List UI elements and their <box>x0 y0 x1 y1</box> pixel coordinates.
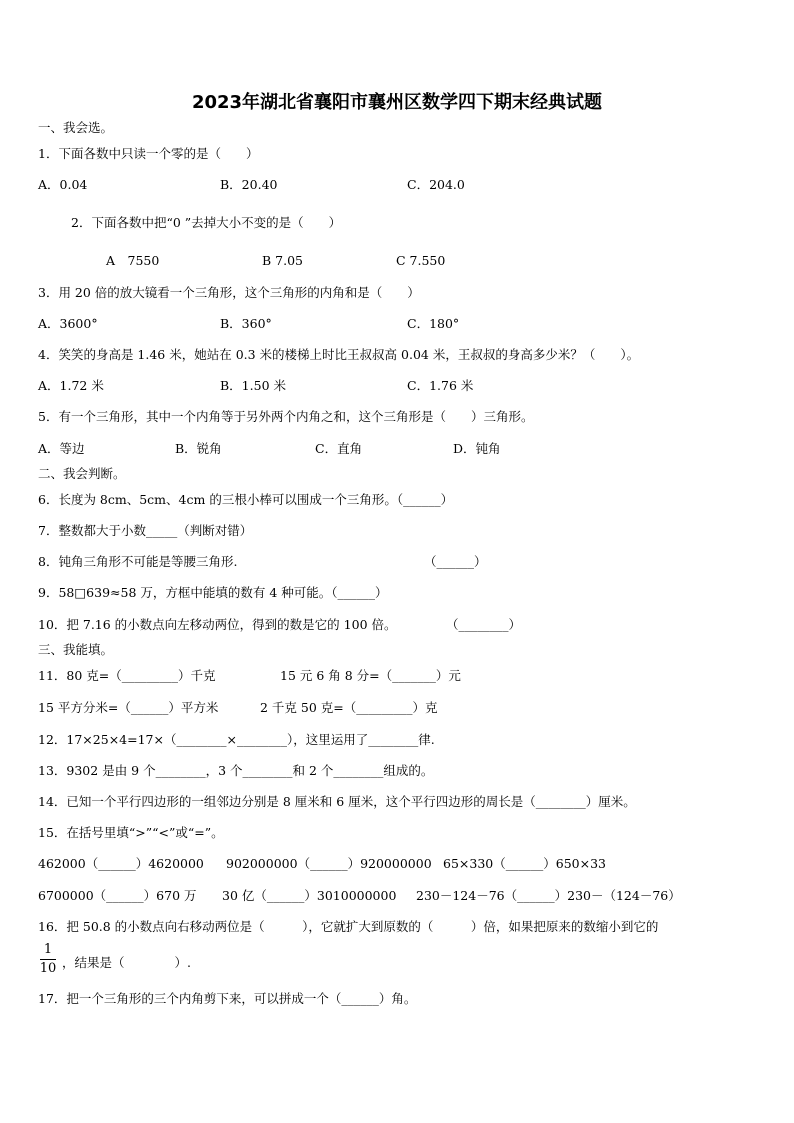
fraction-one-tenth <box>38 942 58 977</box>
q15-compare-4: 6700000（______）670 万 <box>38 888 197 903</box>
q3-option-b: B．360° <box>220 316 272 331</box>
question-4: 4．笑笑的身高是 1.46 米，她站在 0.3 米的楼梯上时比王叔叔高 0.04 米，王叔叔的身高多少米？（ ）。 <box>38 347 640 362</box>
q5-option-c: C．直角 <box>315 441 363 456</box>
q15-compare-2: 902000000（______）920000000 <box>226 856 432 871</box>
question-13: 13．9302 是由 9 个________，3 个________和 2 个________组成的。 <box>38 763 434 778</box>
question-11-part2: 15 元 6 角 8 分=（_______）元 <box>280 668 461 683</box>
question-17: 17．把一个三角形的三个内角剪下来，可以拼成一个（______）角。 <box>38 991 417 1006</box>
question-8: 8．钝角三角形不可能是等腰三角形. <box>38 554 238 569</box>
q3-option-a: A．3600° <box>38 316 98 331</box>
q4-option-a: A．1.72 米 <box>38 378 104 393</box>
question-2: 2．下面各数中把“0 ”去掉大小不变的是（ ） <box>71 215 342 230</box>
question-15: 15．在括号里填“>”“<”或“=”。 <box>38 825 224 840</box>
question-16-tail: ，结果是（ ）. <box>62 955 191 970</box>
section-heading-choose: 一、我会选。 <box>38 120 114 135</box>
section-heading-judge: 二、我会判断。 <box>38 466 126 481</box>
fraction-numerator: 1 <box>43 942 53 957</box>
q5-option-b: B．锐角 <box>175 441 222 456</box>
q15-compare-3: 65×330（______）650×33 <box>443 856 606 871</box>
question-3: 3．用 20 倍的放大镜看一个三角形，这个三角形的内角和是（ ） <box>38 285 420 300</box>
q1-option-a: A．0.04 <box>38 177 88 192</box>
q3-option-c: C．180° <box>407 316 460 331</box>
q2-option-b: B 7.05 <box>262 253 303 268</box>
q15-compare-5: 30 亿（______）3010000000 <box>222 888 397 903</box>
question-9: 9．58□639≈58 万，方框中能填的数有 4 种可能。（______） <box>38 585 388 600</box>
question-11-part3: 15 平方分米=（______）平方米 <box>38 700 219 715</box>
page-title: 2023年湖北省襄阳市襄州区数学四下期末经典试题 <box>191 92 603 113</box>
question-7: 7．整数都大于小数_____（判断对错） <box>38 523 253 538</box>
question-16: 16．把 50.8 的小数点向右移动两位是（ ），它就扩大到原数的（ ）倍，如果把原来的数缩小到它的 <box>38 919 659 934</box>
q2-option-a: A 7550 <box>106 253 160 268</box>
question-5: 5．有一个三角形，其中一个内角等于另外两个内角之和，这个三角形是（ ）三角形。 <box>38 409 534 424</box>
q5-option-a: A．等边 <box>38 441 85 456</box>
q4-option-b: B．1.50 米 <box>220 378 286 393</box>
question-11-part1: 11．80 克=（_________）千克 <box>38 668 216 683</box>
question-12: 12．17×25×4=17×（________×________），这里运用了________律. <box>38 732 435 747</box>
q1-option-c: C．204.0 <box>407 177 465 192</box>
question-1: 1．下面各数中只读一个零的是（ ） <box>38 146 259 161</box>
fraction-bar <box>40 959 56 960</box>
q10-answer-blank: （________） <box>446 617 522 632</box>
q1-option-b: B．20.40 <box>220 177 278 192</box>
q4-option-c: C．1.76 米 <box>407 378 474 393</box>
fraction-denominator: 10 <box>39 961 57 976</box>
question-14: 14．已知一个平行四边形的一组邻边分别是 8 厘米和 6 厘米，这个平行四边形的周长是（________）厘米。 <box>38 794 636 809</box>
question-6: 6．长度为 8cm、5cm、4cm 的三根小棒可以围成一个三角形。（______） <box>38 492 454 507</box>
question-11-part4: 2 千克 50 克=（_________）克 <box>260 700 438 715</box>
question-10: 10．把 7.16 的小数点向左移动两位，得到的数是它的 100 倍。 <box>38 617 397 632</box>
section-heading-fill: 三、我能填。 <box>38 642 114 657</box>
q15-compare-6: 230－124－76（______）230－（124－76） <box>416 888 681 903</box>
q5-option-d: D．钝角 <box>453 441 501 456</box>
q8-answer-blank: （______） <box>424 554 487 569</box>
q15-compare-1: 462000（______）4620000 <box>38 856 204 871</box>
q2-option-c: C 7.550 <box>396 253 446 268</box>
